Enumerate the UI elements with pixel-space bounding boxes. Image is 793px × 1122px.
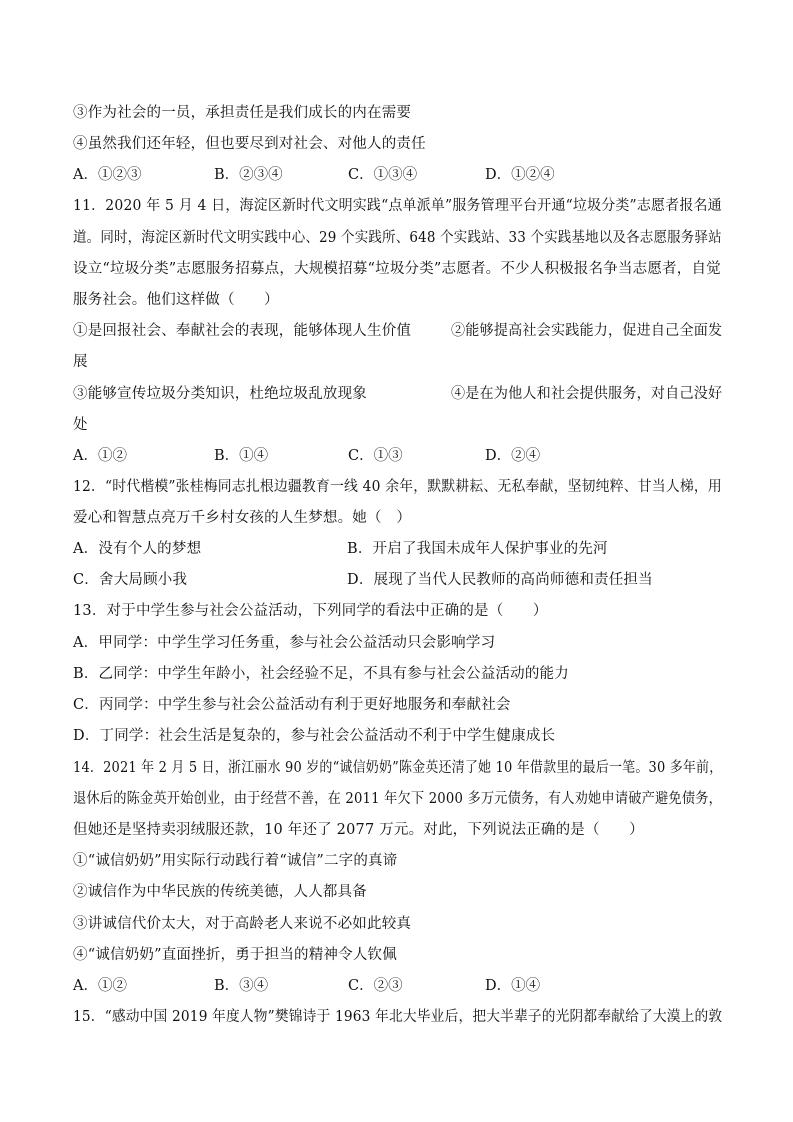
q14-statement-2: ②诚信作为中华民族的传统美德，人人都具备 [73, 884, 367, 900]
q12-option-d: D．展现了当代人民教师的高尚师德和责任担当 [347, 572, 653, 588]
q12-option-b: B．开启了我国未成年人保护事业的先河 [347, 541, 608, 557]
q14-statement-3: ③讲诚信代价太大，对于高龄老人来说不必如此较真 [73, 916, 412, 932]
q13-option-d: D．丁同学：社会生活是复杂的，参与社会公益活动不利于中学生健康成长 [73, 728, 556, 744]
q13-option-b: B．乙同学：中学生年龄小，社会经验不足，不具有参与社会公益活动的能力 [73, 666, 569, 682]
q12-stem-line: 爱心和智慧点亮万千乡村女孩的人生梦想。她（ ） [73, 510, 412, 526]
q11-options [73, 446, 723, 466]
q11-stem-line: 服务社会。他们这样做（ ） [73, 292, 279, 308]
q14-option-a: A．①② [73, 978, 127, 994]
q11-statement-4: ④是在为他人和社会提供服务，对自己没好 [451, 386, 723, 402]
q11-statement-2-wrap: 展 [73, 354, 88, 370]
q14-option-c: C．②③ [348, 978, 403, 994]
q14-options [73, 976, 723, 996]
q11-stem-line: 道。同时，海淀区新时代文明实践中心、29 个实践所、648 个实践站、33 个实践基地以及各志愿服务驿站 [73, 230, 722, 246]
q10-option-d: D．①②④ [485, 167, 555, 183]
q12-option-a: A．没有个人的梦想 [73, 541, 202, 557]
q10-statement-3: ③作为社会的一员，承担责任是我们成长的内在需要 [73, 105, 412, 121]
q11-statement-3: ③能够宣传垃圾分类知识，杜绝垃圾乱放现象 [73, 386, 367, 402]
q11-statement-2: ②能够提高社会实践能力，促进自己全面发 [451, 323, 723, 339]
q14-statement-1: ①“诚信奶奶”用实际行动践行着“诚信”二字的真谛 [73, 853, 398, 869]
q14-option-b: B．③④ [214, 978, 269, 994]
q14-option-d: D．①④ [485, 978, 541, 994]
q13-option-a: A．甲同学：中学生学习任务重，参与社会公益活动只会影响学习 [73, 635, 496, 651]
q13-option-c: C．丙同学：中学生参与社会公益活动有利于更好地服务和奉献社会 [73, 697, 511, 713]
q10-statement-4: ④虽然我们还年轻，但也要尽到对社会、对他人的责任 [73, 136, 426, 152]
q12-stem-line: 12．“时代楷模”张桂梅同志扎根边疆教育一线 40 余年，默默耕耘、无私奉献，坚韧纯粹、甘当人梯，用 [73, 479, 722, 495]
q14-statement-4: ④“诚信奶奶”直面挫折，勇于担当的精神令人钦佩 [73, 947, 397, 963]
q10-option-c: C．①③④ [348, 167, 418, 183]
q10-options [73, 165, 723, 185]
q14-stem-line: 14．2021 年 2 月 5 日，浙江丽水 90 岁的“诚信奶奶”陈金英还清了她 10 年借款里的最后一笔。30 多年前， [73, 760, 723, 776]
q11-stem-line: 11．2020 年 5 月 4 日，海淀区新时代文明实践“点单派单”服务管理平台开通“垃圾分类”志愿者报名通 [73, 198, 722, 214]
q13-stem: 13．对于中学生参与社会公益活动，下列同学的看法中正确的是（ ） [73, 603, 548, 619]
q14-stem-line: 但她还是坚持卖羽绒服还款，10 年还了 2077 万元。对此，下列说法正确的是（ ） [73, 822, 644, 838]
q14-stem-line: 退休后的陈金英开始创业，由于经营不善，在 2011 年欠下 2000 多万元债务，有人劝她申请破产避免债务， [73, 791, 723, 807]
q11-option-c: C．①③ [348, 448, 403, 464]
q12-option-c: C．舍大局顾小我 [73, 572, 188, 588]
q11-stem-line: 设立“垃圾分类”志愿服务招募点，大规模招募“垃圾分类”志愿者。不少人积极报名争当志愿者，自觉 [73, 261, 721, 277]
q15-stem-line: 15．“感动中国 2019 年度人物”樊锦诗于 1963 年北大毕业后，把大半辈子的光阴都奉献给了大漠上的敦 [73, 1009, 723, 1025]
q11-option-d: D．②④ [485, 448, 541, 464]
q11-statement-4-wrap: 处 [73, 417, 88, 433]
q10-option-a: A．①②③ [73, 167, 142, 183]
q11-option-b: B．①④ [214, 448, 269, 464]
q11-option-a: A．①② [73, 448, 127, 464]
q11-statement-1: ①是回报社会、奉献社会的表现，能够体现人生价值 [73, 323, 412, 339]
q10-option-b: B．②③④ [214, 167, 283, 183]
